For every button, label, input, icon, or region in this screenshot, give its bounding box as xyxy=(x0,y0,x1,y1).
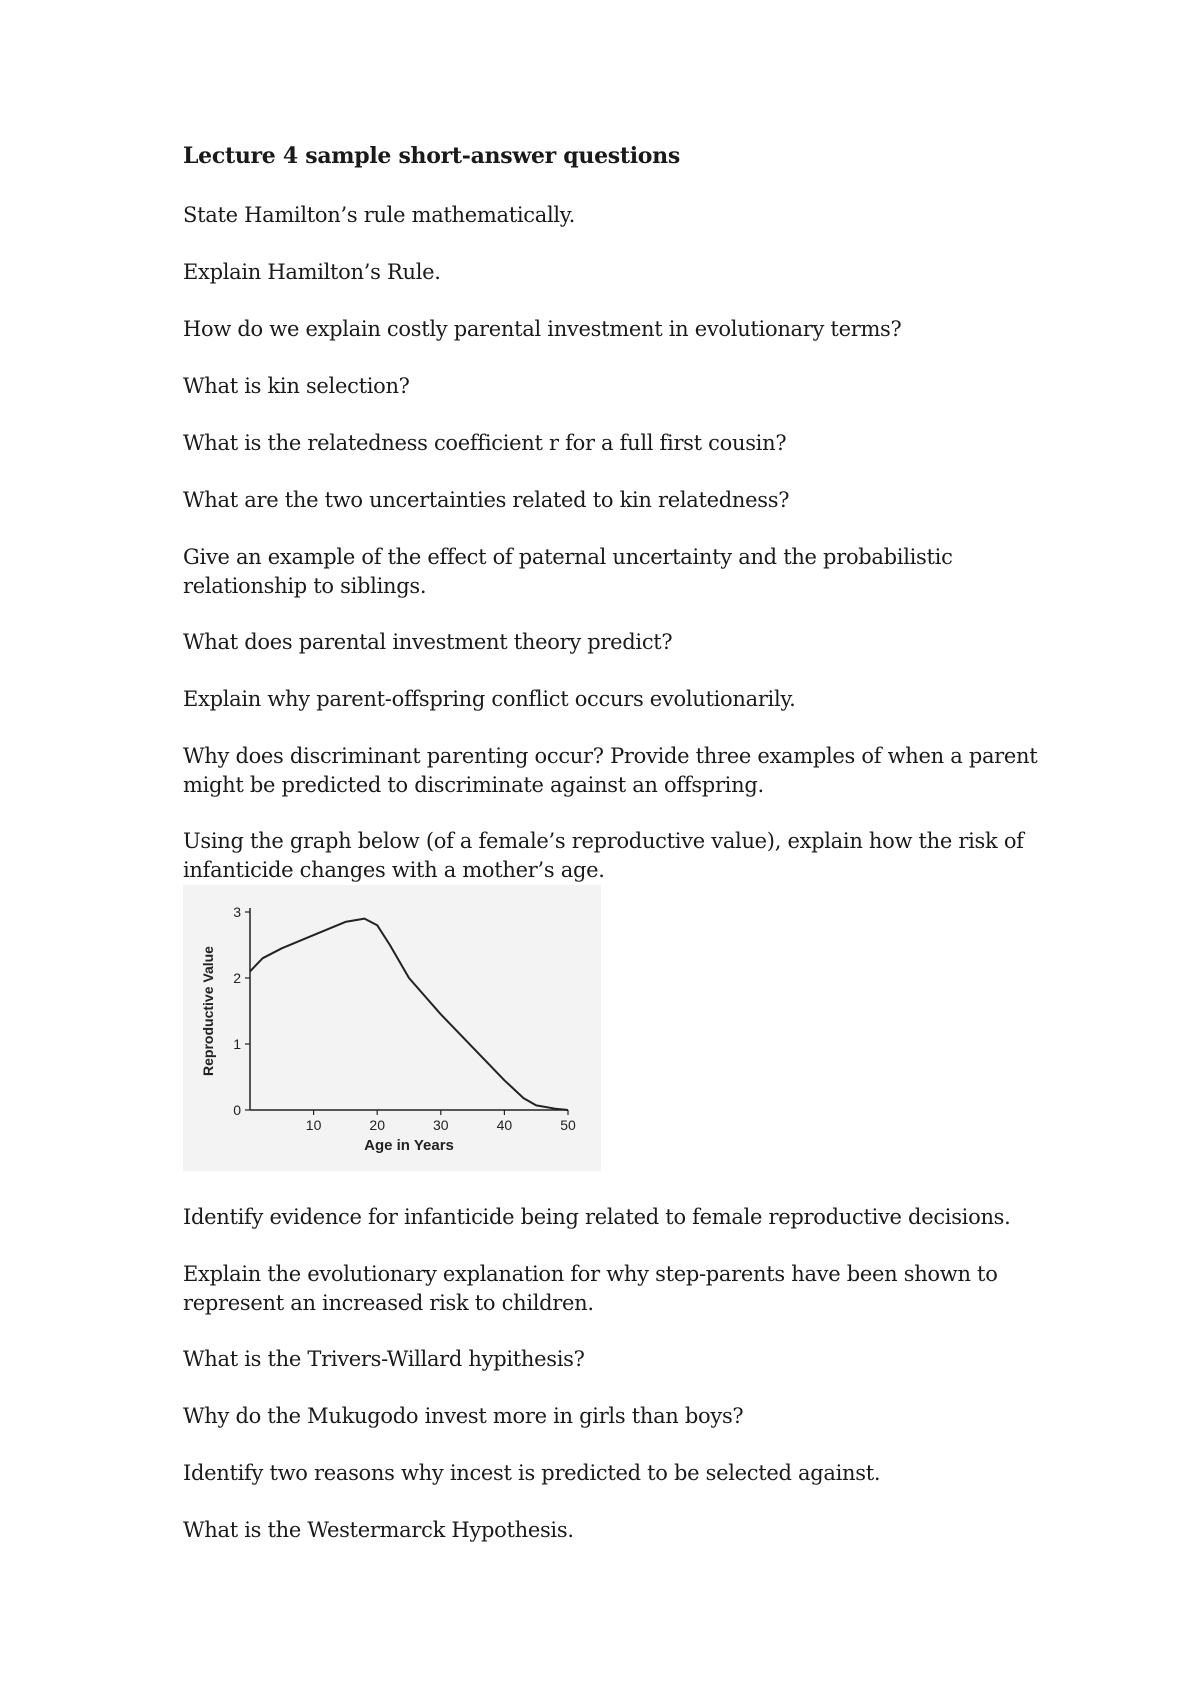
question-6: What are the two uncertainties related to kin relatedness? xyxy=(183,488,790,512)
chart-svg xyxy=(183,885,601,1171)
question-2: Explain Hamilton’s Rule. xyxy=(183,260,441,284)
x-tick-label: 50 xyxy=(560,1117,576,1133)
y-tick-label: 2 xyxy=(233,970,241,986)
question-11: Using the graph below (of a female’s reproductive value), explain how the risk of infanticide changes with a mother’s age. xyxy=(183,829,1024,882)
reproductive-value-chart xyxy=(183,885,601,1171)
y-axis-label: Reproductive Value xyxy=(200,946,216,1076)
document-title: Lecture 4 sample short-answer questions xyxy=(183,143,680,169)
x-tick-label: 10 xyxy=(305,1117,322,1133)
question-17: What is the Westermarck Hypothesis. xyxy=(183,1518,574,1542)
y-tick-label: 3 xyxy=(233,904,241,920)
question-14: What is the Trivers-Willard hypithesis? xyxy=(183,1347,585,1371)
question-9: Explain why parent-offspring conflict occurs evolutionarily. xyxy=(183,687,796,711)
question-5: What is the relatedness coefficient r for a full first cousin? xyxy=(183,431,787,455)
question-10: Why does discriminant parenting occur? Provide three examples of when a parent might be predicted to discriminate against an offspring. xyxy=(183,744,1038,797)
x-tick-label: 40 xyxy=(496,1117,513,1133)
x-axis-label: Age in Years xyxy=(364,1137,454,1154)
question-7: Give an example of the effect of paternal uncertainty and the probabilistic relationship to siblings. xyxy=(183,545,953,598)
x-tick-label: 20 xyxy=(369,1117,385,1133)
series-line-reproductive-value xyxy=(250,919,568,1110)
question-4: What is kin selection? xyxy=(183,374,410,398)
question-8: What does parental investment theory predict? xyxy=(183,630,673,654)
x-tick-label: 30 xyxy=(433,1117,449,1133)
question-16: Identify two reasons why incest is predicted to be selected against. xyxy=(183,1461,881,1485)
y-tick-label: 0 xyxy=(233,1102,241,1118)
y-tick-label: 1 xyxy=(233,1036,241,1052)
question-1: State Hamilton’s rule mathematically. xyxy=(183,203,575,227)
question-3: How do we explain costly parental investment in evolutionary terms? xyxy=(183,317,902,341)
question-15: Why do the Mukugodo invest more in girls than boys? xyxy=(183,1404,744,1428)
question-12: Identify evidence for infanticide being related to female reproductive decisions. xyxy=(183,1205,1011,1229)
question-13: Explain the evolutionary explanation for why step-parents have been shown to represent an increased risk to children. xyxy=(183,1262,998,1315)
